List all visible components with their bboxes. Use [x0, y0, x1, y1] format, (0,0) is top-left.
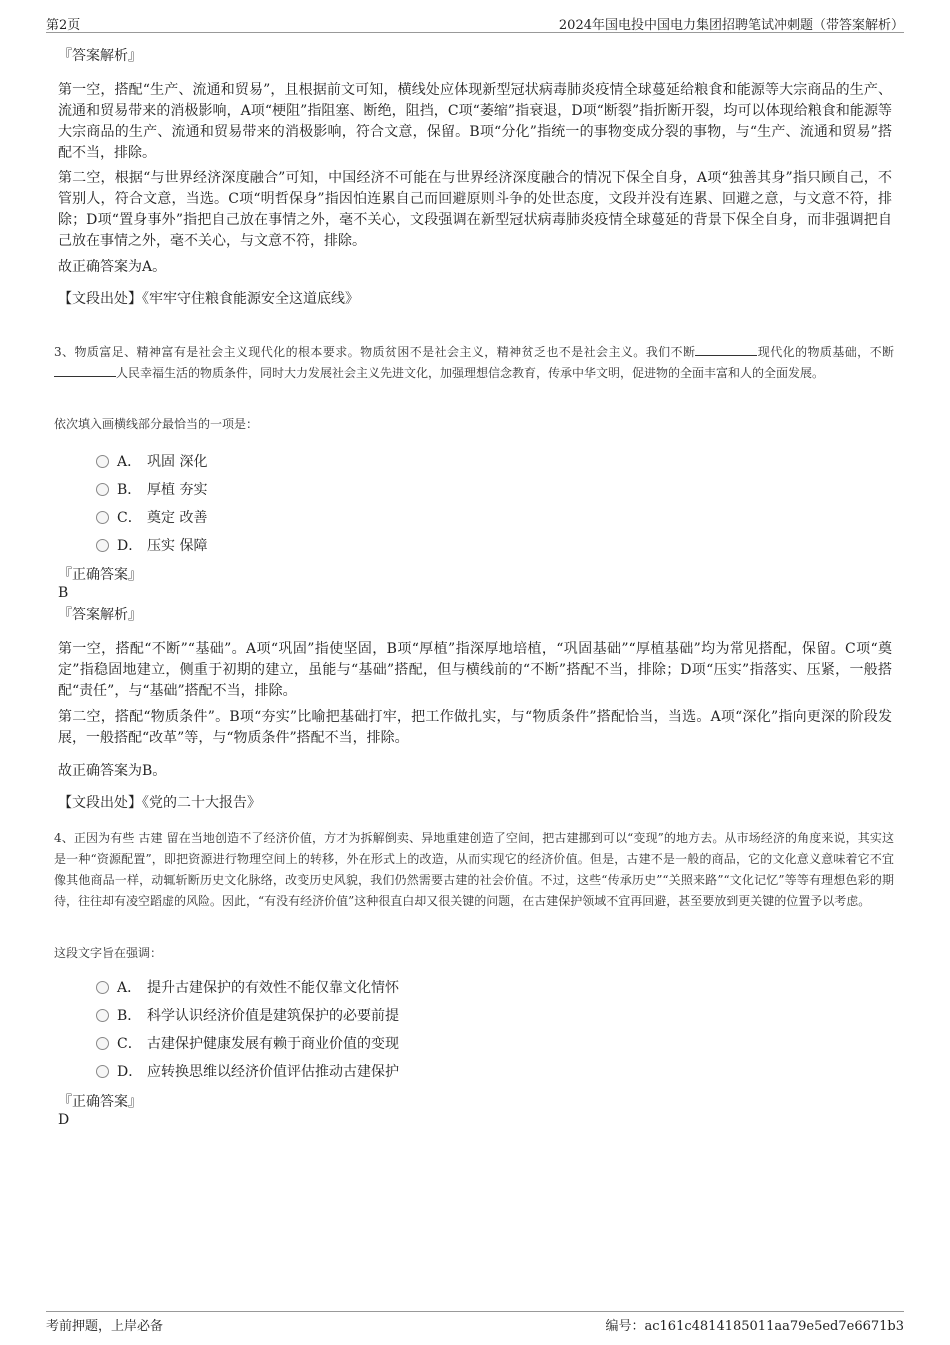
blank-1 [695, 343, 757, 356]
q3-option-d[interactable]: D． 压实 保障 [96, 536, 207, 556]
page-header [46, 14, 904, 33]
radio-icon[interactable] [96, 1009, 109, 1022]
blank-2 [54, 364, 116, 377]
q4-prompt: 这段文字旨在强调： [54, 946, 163, 960]
footer-slogan: 考前押题，上岸必备 [46, 1319, 164, 1334]
q3-source: 【文段出处】《党的二十大报告》 [58, 795, 261, 811]
radio-icon[interactable] [96, 981, 109, 994]
q3-option-b[interactable]: B． 厚植 夯实 [96, 480, 207, 500]
q3-analysis-title: 『答案解析』 [58, 607, 142, 623]
q3-conclusion: 故正确答案为B。 [58, 763, 167, 779]
radio-icon[interactable] [96, 455, 109, 468]
q2-analysis-title: 『答案解析』 [58, 48, 142, 64]
radio-icon[interactable] [96, 1065, 109, 1078]
q4-answer: D [58, 1112, 70, 1128]
q4-option-d[interactable]: D． 应转换思维以经济价值评估推动古建保护 [96, 1062, 399, 1082]
q4-stem: 4、正因为有些 古建 留在当地创造不了经济价值，方才为拆解倒卖、异地重建创造了空间，把古建挪到可以“变现”的地方去。从市场经济的角度来说，其实这是一种“资源配置”，即把资源进行物理空间上的转移，外在形式上的改造，从而实现它的经济价值。但是，古建不是一般的商品，它的文化意义意味着它不宜像其他商品一样，动辄斩断历史文化脉络，改变历史风貌，我们仍然需要古建的社会价值。不过，这些“传承历史”“关照来路”“文化记忆”等等有理想色彩的期待，往往却有凌空蹈虚的风险。因此，“有没有经济价值”这种很直白却又很关键的问题，在古建保护领域不宜再回避，甚至要放到更关键的位置予以考虑。 [54, 831, 894, 908]
page-footer [46, 1311, 904, 1333]
document-title: 2024年国电投中国电力集团招聘笔试冲刺题（带答案解析） [558, 18, 904, 33]
radio-icon[interactable] [96, 1037, 109, 1050]
q2-analysis-para1: 第一空，搭配“生产、流通和贸易”，且根据前文可知，横线处应体现新型冠状病毒肺炎疫情全球蔓延给粮食和能源等大宗商品的生产、流通和贸易带来的消极影响，A项“梗阻”指阻塞、断绝，阻挡，C项“萎缩”指衰退，D项“断裂”指折断开裂，均可以体现给粮食和能源等大宗商品的生产、流通和贸易带来的消极影响，符合文意，保留。B项“分化”指统一的事物变成分裂的事物，与“生产、流通和贸易”搭配不当，排除。 [58, 82, 892, 161]
q3-analysis-para1: 第一空，搭配“不断”“基础”。A项“巩固”指使坚固，B项“厚植”指深厚地培植，“巩固基础”“厚植基础”均为常见搭配，保留。C项“奠定”指稳固地建立，侧重于初期的建立，虽能与“基础”搭配，但与横线前的“不断”搭配不当，排除；D项“压实”指落实、压紧，一般搭配“责任”，与“基础”搭配不当，排除。 [58, 641, 892, 699]
radio-icon[interactable] [96, 483, 109, 496]
footer-code: 编号：ac161c4814185011aa79e5ed7e6671b3 [605, 1319, 904, 1334]
q3-option-a[interactable]: A． 巩固 深化 [96, 452, 207, 472]
q4-option-b[interactable]: B． 科学认识经济价值是建筑保护的必要前提 [96, 1006, 399, 1026]
q4-option-a[interactable]: A． 提升古建保护的有效性不能仅靠文化情怀 [96, 978, 399, 998]
q2-source: 【文段出处】《牢牢守住粮食能源安全这道底线》 [58, 291, 359, 307]
q3-stem: 3、物质富足、精神富有是社会主义现代化的根本要求。物质贫困不是社会主义，精神贫乏也不是社会主义。我们不断 现代化的物质基础，不断人民幸福生活的物质条件，同时大力发展社会主义先进文化，加强理想信念教育，传承中华文明，促进物的全面丰富和人的全面发展。 [54, 345, 894, 380]
radio-icon[interactable] [96, 539, 109, 552]
q3-prompt: 依次填入画横线部分最恰当的一项是： [54, 417, 259, 431]
q4-option-c[interactable]: C． 古建保护健康发展有赖于商业价值的变现 [96, 1034, 399, 1054]
q3-answer-title: 『正确答案』 [58, 567, 142, 583]
q2-conclusion: 故正确答案为A。 [58, 259, 167, 275]
q3-analysis-para2: 第二空，搭配“物质条件”。B项“夯实”比喻把基础打牢，把工作做扎实，与“物质条件”搭配恰当，当选。A项“深化”指向更深的阶段发展，一般搭配“改革”等，与“物质条件”搭配不当，排除。 [58, 709, 892, 746]
q3-option-c[interactable]: C． 奠定 改善 [96, 508, 207, 528]
q2-analysis-para2: 第二空，根据“与世界经济深度融合”可知，中国经济不可能在与世界经济深度融合的情况下保全自身，A项“独善其身”指只顾自己，不管别人，符合文意，当选。C项“明哲保身”指因怕连累自己而回避原则斗争的处世态度，文段并没有连累、回避之意，与文意不符，排除；D项“置身事外”指把自己放在事情之外，毫不关心，文段强调在新型冠状病毒肺炎疫情全球蔓延的背景下保全自身，而非强调把自己放在事情之外，毫不关心，与文意不符，排除。 [58, 170, 892, 249]
radio-icon[interactable] [96, 511, 109, 524]
page-number: 第2页 [46, 18, 81, 33]
q3-answer: B [58, 585, 69, 601]
q4-answer-title: 『正确答案』 [58, 1094, 142, 1110]
